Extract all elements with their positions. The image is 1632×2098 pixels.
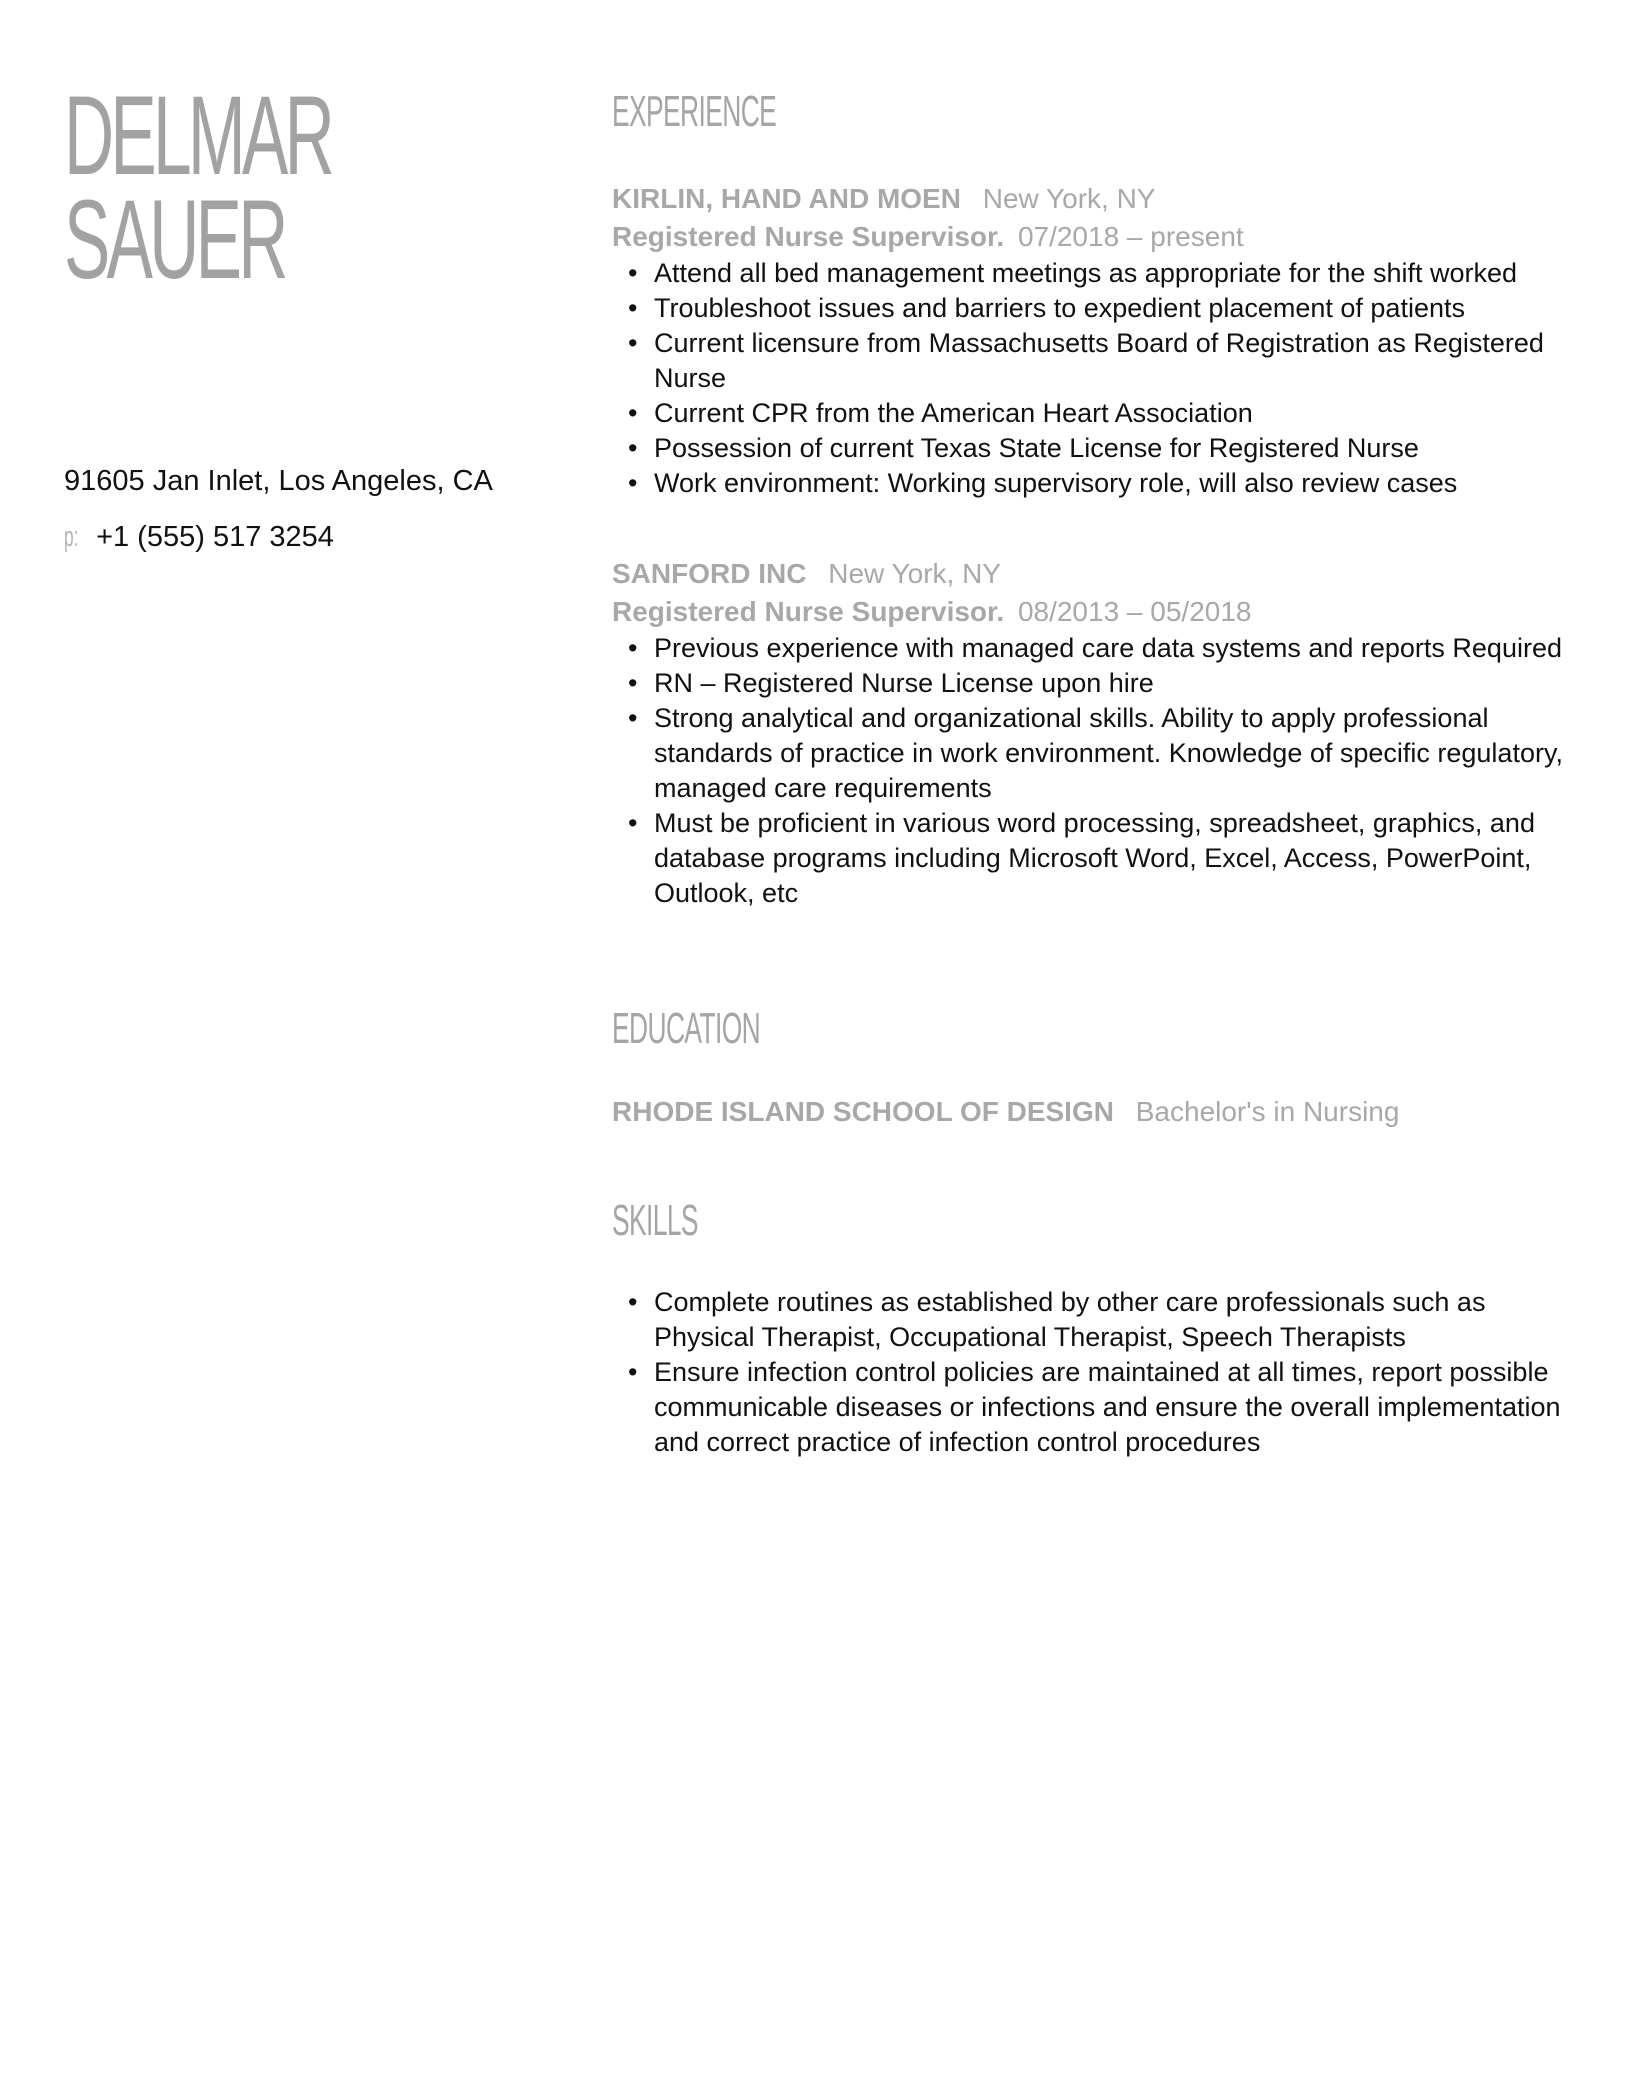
- list-item: • Possession of current Texas State License for Registered Nurse: [654, 431, 1572, 466]
- company-name: KIRLIN, HAND AND MOEN: [612, 183, 961, 214]
- list-item: • Work environment: Working supervisory role, will also review cases: [654, 466, 1572, 501]
- job-entry: [612, 180, 1572, 501]
- school-name: RHODE ISLAND SCHOOL OF DESIGN: [612, 1096, 1114, 1127]
- contact-block: [64, 462, 493, 574]
- job-title-line: [612, 218, 1572, 256]
- address: 91605 Jan Inlet, Los Angeles, CA: [64, 465, 493, 497]
- list-item: • Troubleshoot issues and barriers to expedient placement of patients: [654, 291, 1572, 326]
- list-item: • Attend all bed management meetings as appropriate for the shift worked: [654, 256, 1572, 291]
- education-heading: EDUCATION: [612, 1004, 761, 1053]
- list-item: • Complete routines as established by other care professionals such as Physical Therapist, Occupational Therapist, Speech Therapists: [654, 1285, 1572, 1355]
- job-title: Registered Nurse Supervisor.: [612, 221, 1005, 252]
- main-column: [612, 86, 1572, 1460]
- phone-row: [64, 518, 493, 556]
- list-item: • Current licensure from Massachusetts Board of Registration as Registered Nurse: [654, 326, 1572, 396]
- experience-heading: EXPERIENCE: [612, 87, 777, 136]
- first-name: DELMAR: [64, 73, 332, 198]
- list-item: • RN – Registered Nurse License upon hire: [654, 666, 1572, 701]
- list-item: • Strong analytical and organizational skills. Ability to apply professional standards of practice in work environment. Knowledge of specific regulatory, managed care requirements: [654, 701, 1572, 806]
- phone-number: +1 (555) 517 3254: [96, 521, 334, 553]
- job-entry: [612, 555, 1572, 911]
- job-dates: 08/2013 – 05/2018: [1017, 596, 1252, 627]
- job-company-line: [612, 180, 1572, 218]
- list-item: • Previous experience with managed care data systems and reports Required: [654, 631, 1572, 666]
- job-bullets: [612, 631, 1572, 911]
- education-entry: [612, 1093, 1572, 1131]
- job-title-line: [612, 593, 1572, 631]
- job-dates: 07/2018 – present: [1017, 221, 1244, 252]
- candidate-name: [64, 73, 362, 302]
- last-name: SAUER: [64, 177, 285, 302]
- job-company-line: [612, 555, 1572, 593]
- job-location: New York, NY: [828, 558, 1001, 589]
- skills-heading: SKILLS: [612, 1196, 698, 1245]
- job-location: New York, NY: [982, 183, 1156, 214]
- job-title: Registered Nurse Supervisor.: [612, 596, 1005, 627]
- list-item: • Current CPR from the American Heart Association: [654, 396, 1572, 431]
- skills-bullets: [612, 1285, 1572, 1460]
- company-name: SANFORD INC: [612, 558, 807, 589]
- job-bullets: [612, 256, 1572, 501]
- phone-label: p:: [64, 521, 79, 553]
- list-item: • Ensure infection control policies are maintained at all times, report possible communicable diseases or infections and ensure the overall implementation and correct practice of infection control procedures: [654, 1355, 1572, 1460]
- name-block: [64, 73, 544, 302]
- list-item: • Must be proficient in various word processing, spreadsheet, graphics, and database programs including Microsoft Word, Excel, Access, PowerPoint, Outlook, etc: [654, 806, 1572, 911]
- degree: Bachelor's in Nursing: [1135, 1096, 1400, 1127]
